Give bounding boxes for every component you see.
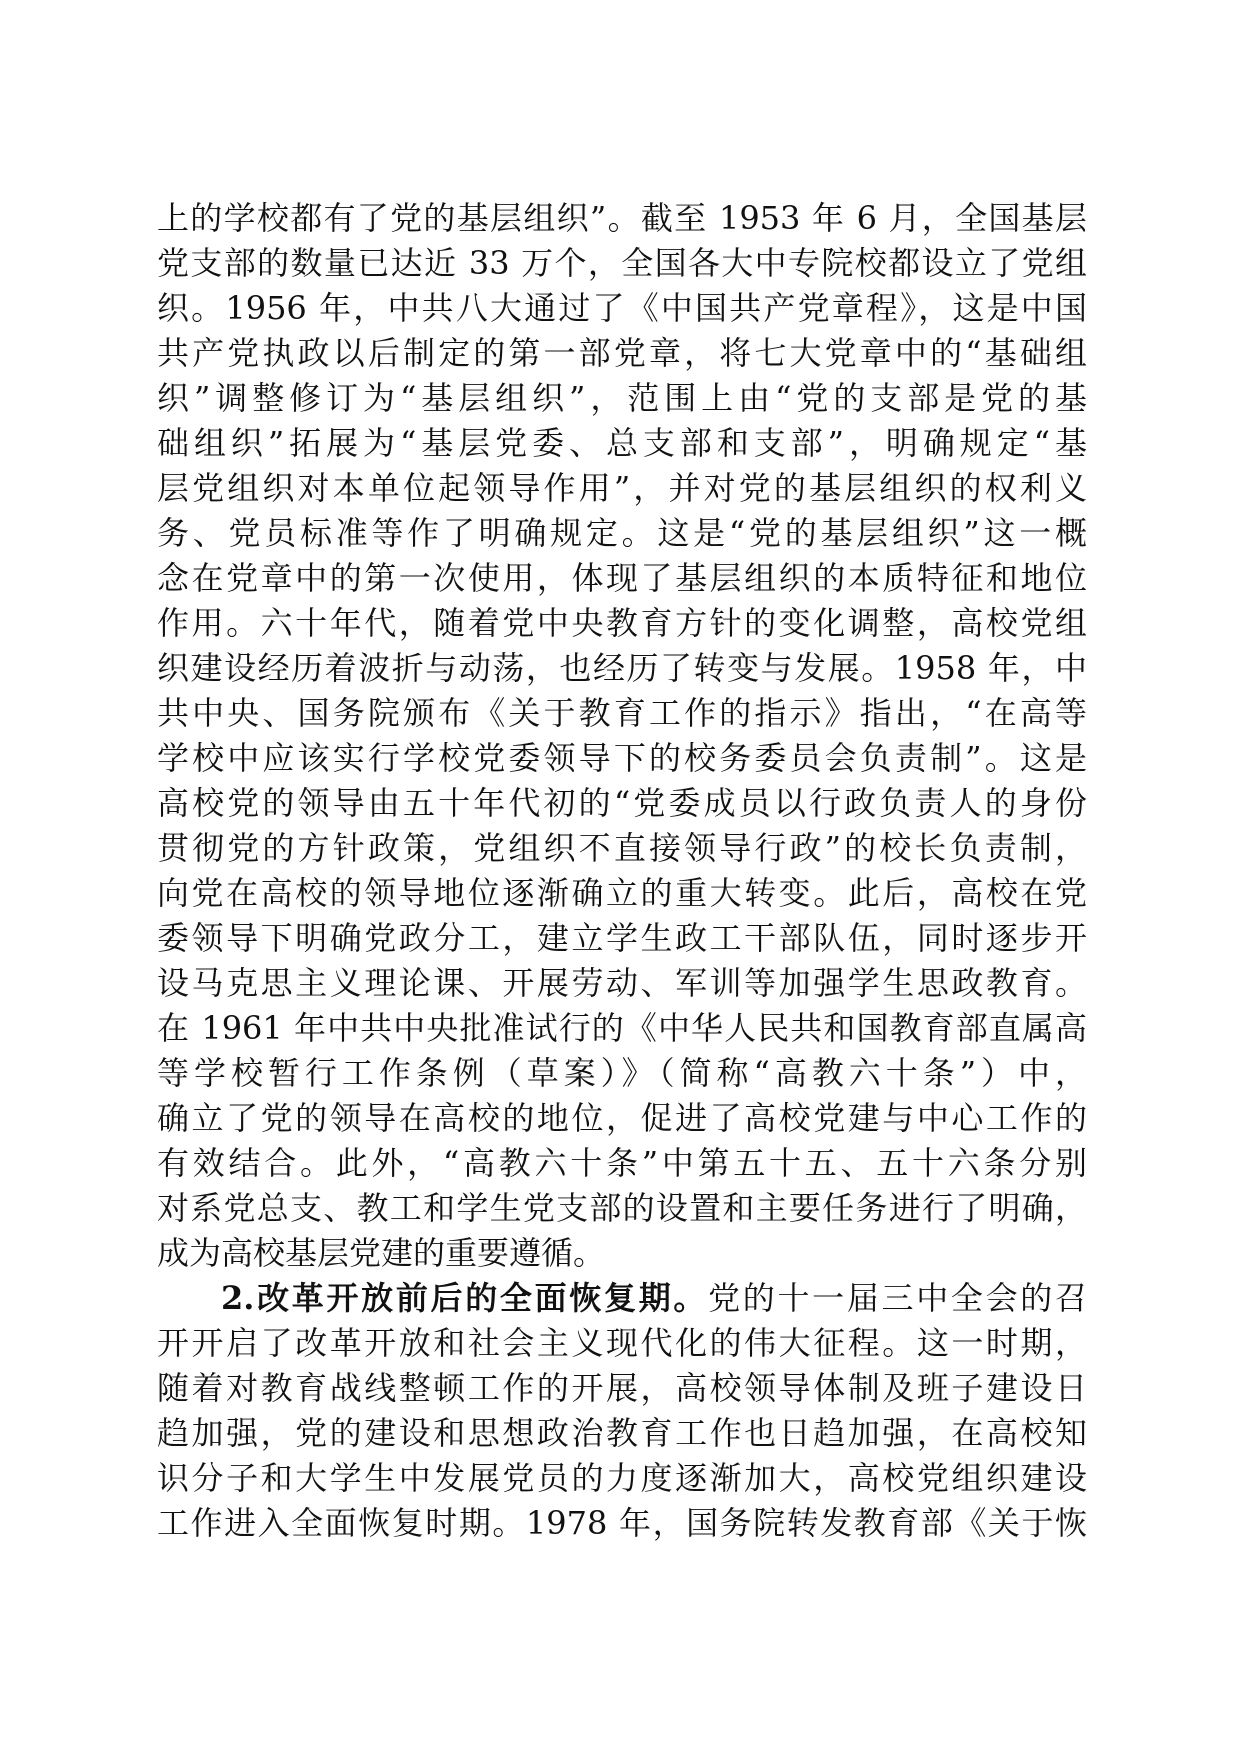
- text-line: 趋加强，党的建设和思想政治教育工作也日趋加强，在高校知: [157, 1414, 1087, 1452]
- text-line: 在 1961 年中共中央批准试行的《中华人民共和国教育部直属高: [157, 1009, 1087, 1047]
- text-line: 识分子和大学生中发展党员的力度逐渐加大，高校党组织建设: [157, 1459, 1087, 1497]
- body-text: [157, 196, 1087, 1546]
- text-line: 等学校暂行工作条例（草案）》（简称“高教六十条”）中，: [157, 1054, 1087, 1092]
- text-line: 作用。六十年代，随着党中央教育方针的变化调整，高校党组: [157, 604, 1087, 642]
- text-line: 高校党的领导由五十年代初的“党委成员以行政负责人的身份: [157, 784, 1087, 822]
- text-line: 上的学校都有了党的基层组织”。截至 1953 年 6 月，全国基层: [157, 199, 1087, 237]
- text-line: 织建设经历着波折与动荡，也经历了转变与发展。1958 年，中: [157, 649, 1087, 687]
- text-line: [157, 1276, 1087, 1321]
- paragraph-reform-recovery-period: [157, 1276, 1087, 1546]
- text-line: 确立了党的领导在高校的地位，促进了高校党建与中心工作的: [157, 1099, 1087, 1137]
- text-line: 成为高校基层党建的重要遵循。: [157, 1234, 606, 1272]
- text-line: 织”调整修订为“基层组织”，范围上由“党的支部是党的基: [157, 379, 1087, 417]
- paragraph-party-organization-history: [157, 196, 1087, 1276]
- text-line: 共中央、国务院颁布《关于教育工作的指示》指出，“在高等: [157, 694, 1087, 732]
- text-line: 委领导下明确党政分工，建立学生政工干部队伍，同时逐步开: [157, 919, 1087, 957]
- section-heading: 2.改革开放前后的全面恢复期。: [221, 1279, 709, 1317]
- text-line: 开开启了改革开放和社会主义现代化的伟大征程。这一时期，: [157, 1324, 1087, 1362]
- text-line: 工作进入全面恢复时期。1978 年，国务院转发教育部《关于恢: [157, 1504, 1087, 1542]
- text-line: 随着对教育战线整顿工作的开展，高校领导体制及班子建设日: [157, 1369, 1087, 1407]
- text-line: 对系党总支、教工和学生党支部的设置和主要任务进行了明确，: [157, 1189, 1087, 1227]
- text-line: 设马克思主义理论课、开展劳动、军训等加强学生思政教育。: [157, 964, 1087, 1002]
- text-line: 贯彻党的方针政策，党组织不直接领导行政”的校长负责制，: [157, 829, 1087, 867]
- text-line: 层党组织对本单位起领导作用”，并对党的基层组织的权利义: [157, 469, 1087, 507]
- text-line: 有效结合。此外，“高教六十条”中第五十五、五十六条分别: [157, 1144, 1087, 1182]
- text-line: 织。1956 年，中共八大通过了《中国共产党章程》，这是中国: [157, 289, 1087, 327]
- text-line: 础组织”拓展为“基层党委、总支部和支部”，明确规定“基: [157, 424, 1087, 462]
- heading-line-continuation: 党的十一届三中全会的召: [708, 1279, 1087, 1317]
- text-line: 党支部的数量已达近 33 万个，全国各大中专院校都设立了党组: [157, 244, 1087, 282]
- text-line: 务、党员标准等作了明确规定。这是“党的基层组织”这一概: [157, 514, 1087, 552]
- text-line: 学校中应该实行学校党委领导下的校务委员会负责制”。这是: [157, 739, 1087, 777]
- text-line: 共产党执政以后制定的第一部党章，将七大党章中的“基础组: [157, 334, 1087, 372]
- text-line: 向党在高校的领导地位逐渐确立的重大转变。此后，高校在党: [157, 874, 1087, 912]
- text-line: 念在党章中的第一次使用，体现了基层组织的本质特征和地位: [157, 559, 1087, 597]
